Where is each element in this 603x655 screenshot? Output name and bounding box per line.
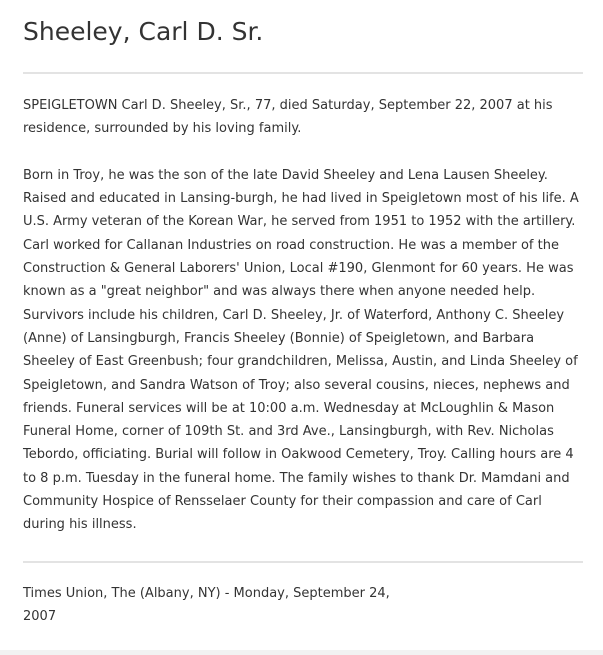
source-divider bbox=[23, 561, 583, 563]
obituary-paragraph-intro: SPEIGLETOWN Carl D. Sheeley, Sr., 77, died Saturday, September 22, 2007 at his residence, surrounded by his loving family. bbox=[23, 98, 553, 137]
obituary-body bbox=[23, 94, 583, 560]
page-title: Sheeley, Carl D. Sr. bbox=[23, 17, 264, 46]
page-bottom-border bbox=[0, 650, 603, 655]
obituary-paragraph-main: Born in Troy, he was the son of the late David Sheeley and Lena Lausen Sheeley. Raised and educated in Lansing-burgh, he had lived in Speigletown most of his life. A U.S. Army veteran of the Korean War, he served from 1951 to 1952 with the artillery. Carl worked for Callanan Industries on road construction. He was a member of the Construction & General Laborers' Union, Local #190, Glenmont for 60 years. He was known as a "great neighbor" and was always there when anyone needed help. Survivors include his children, Carl D. Sheeley, Jr. of Waterford, Anthony C. Sheeley (Anne) of Lansingburgh, Francis Sheeley (Bonnie) of Speigletown, and Barbara Sheeley of East Greenbush; four grandchildren, Melissa, Austin, and Linda Sheeley of Speigletown, and Sandra Watson of Troy; also several cousins, nieces, nephews and friends. Funeral services will be at 10:00 a.m. Wednesday at McLoughlin & Mason Funeral Home, corner of 109th St. and 3rd Ave., Lansingburgh, with Rev. Nicholas Tebordo, officiating. Burial will follow in Oakwood Cemetery, Troy. Calling hours are 4 to 8 p.m. Tuesday in the funeral home. The family wishes to thank Dr. Mamdani and Community Hospice of Rensselaer County for their compassion and care of Carl during his illness. bbox=[23, 167, 579, 533]
publication-source: Times Union, The (Albany, NY) - Monday, September 24, 2007 bbox=[23, 586, 390, 625]
title-divider bbox=[23, 72, 583, 74]
